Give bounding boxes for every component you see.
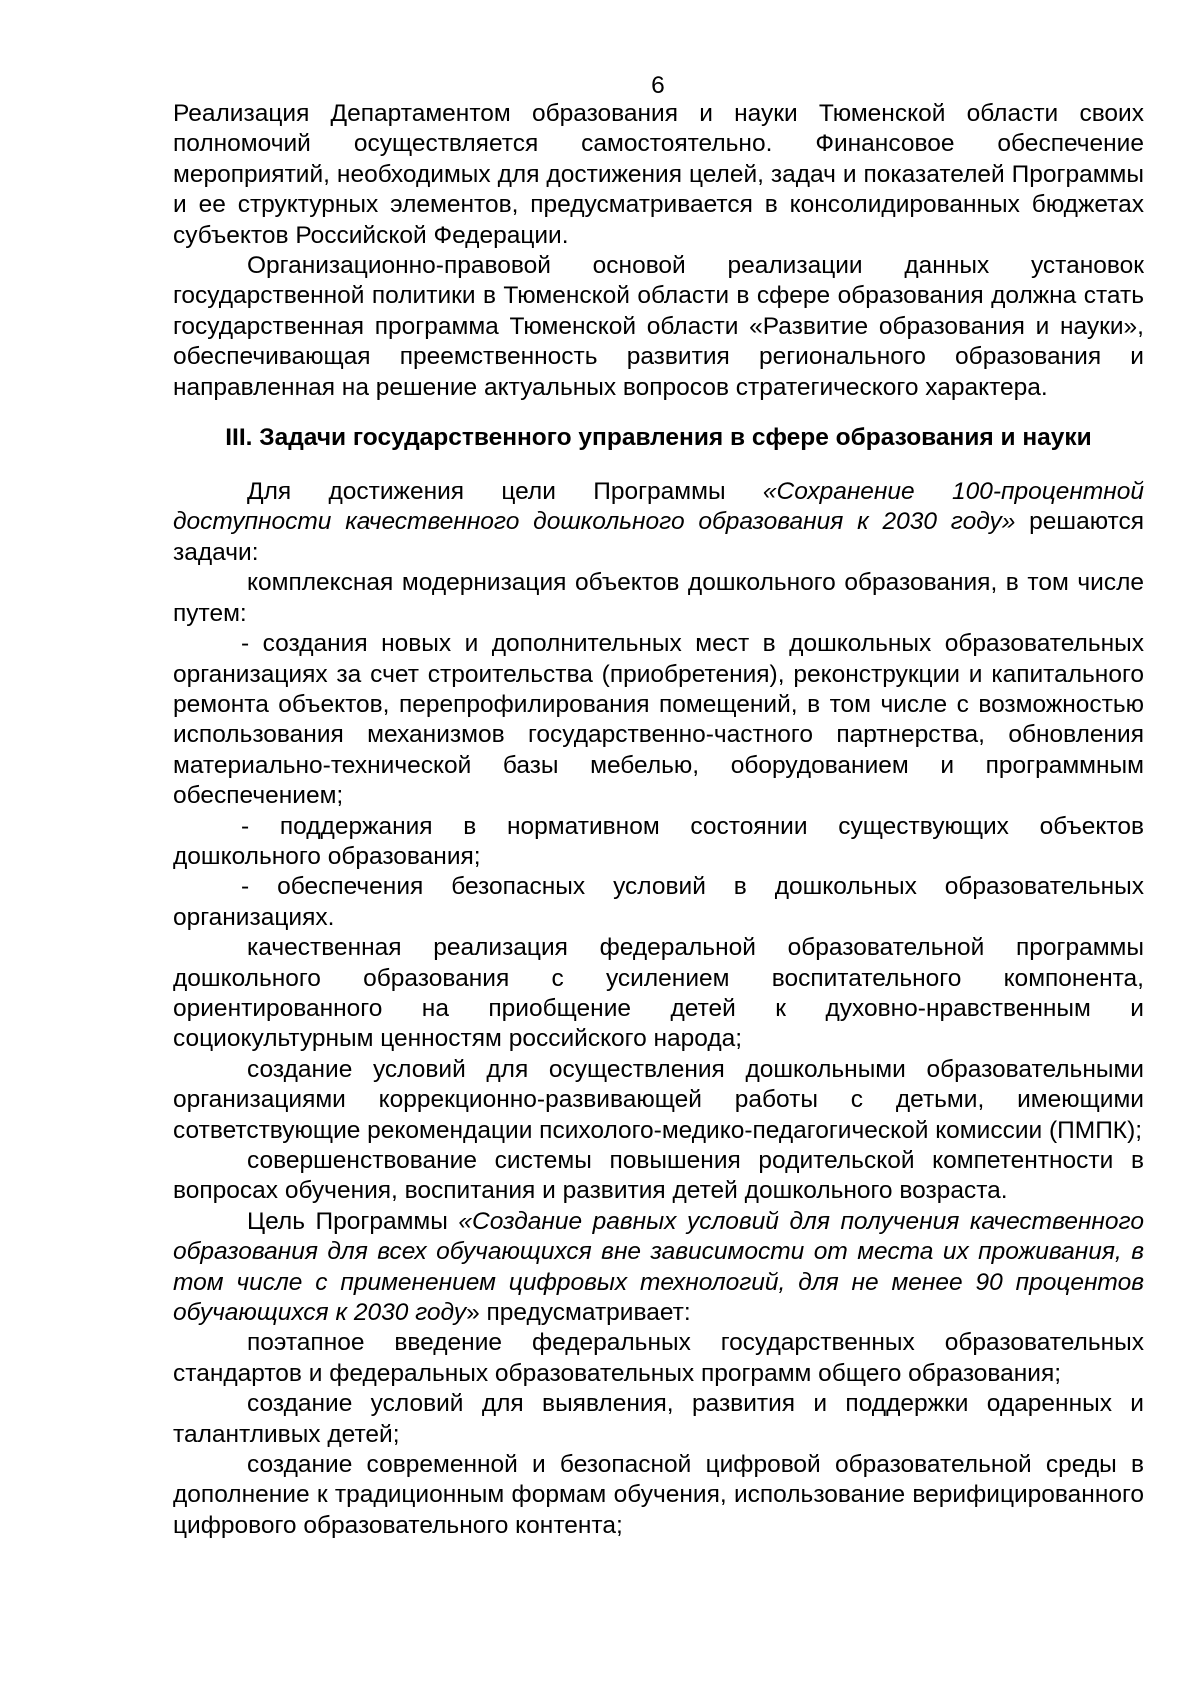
task-item: создание условий для выявления, развития и поддержки одаренных и талантливых детей; (173, 1390, 1144, 1448)
task-subitem: - поддержания в нормативном состоянии существующих объектов дошкольного образования; (173, 812, 1144, 870)
goal-1-tail: решаются задачи: (173, 508, 1144, 566)
paragraph-goal-2 (173, 1207, 1144, 1329)
goal-2-title: «Создание равных условий для получения качественного образования для всех обучающихся вне зависимости от места их проживания, в том числе с применением цифровых технологий, для не менее 90 процентов обучающихся к 2030 году (173, 1207, 1144, 1327)
task-item: комплексная модернизация объектов дошкольного образования, в том числе путем: (173, 569, 1144, 627)
task-item: совершенствование системы повышения родительской компетентности в вопросах обучения, воспитания и развития детей дошкольного возраста. (173, 1147, 1144, 1205)
page-number: 6 (651, 72, 665, 99)
task-item: поэтапное введение федеральных государственных образовательных стандартов и федеральных образовательных программ общего образования; (173, 1329, 1144, 1387)
goal-1-title: «Сохранение 100-процентной доступности качественного дошкольного образования к 2030 году» (173, 478, 1145, 536)
task-item: качественная реализация федеральной образовательной программы дошкольного образования с усилением воспитательного компонента, ориентированного на приобщение детей к духовно-нравственным и социокультурным ценностям российского народа; (173, 934, 1144, 1053)
goal-2-lead: Цель Программы (247, 1207, 459, 1235)
section-heading: III. Задачи государственного управления в сфере образования и науки (225, 424, 1092, 452)
goal-2-tail: » предусматривает: (466, 1299, 691, 1327)
paragraph-implementation: Реализация Департаментом образования и науки Тюменской области своих полномочий осуществляется самостоятельно. Финансовое обеспечение мероприятий, необходимых для достижения целей, задач и показателей Программы и ее структурных элементов, предусматривается в консолидированных бюджетах субъектов Российской Федерации. (173, 100, 1144, 249)
paragraph-legal-basis: Организационно-правовой основой реализации данных установок государственной политики в Тюменской области в сфере образования должна стать государственная программа Тюменской области «Развитие образования и науки», обеспечивающая преемственность развития регионального образования и направленная на решение актуальных вопросов стратегического характера. (173, 252, 1144, 401)
paragraph-goal-1 (173, 477, 1144, 568)
task-subitem: - обеспечения безопасных условий в дошкольных образовательных организациях. (173, 873, 1144, 931)
task-item: создание условий для осуществления дошкольными образовательными организациями коррекционно-развивающей работы с детьми, имеющими сответствующие рекомендации психолого-медико-педагогической комиссии (ПМПК); (173, 1055, 1144, 1144)
task-item: создание современной и безопасной цифровой образовательной среды в дополнение к традиционным формам обучения, использование верифицированного цифрового образовательного контента; (173, 1451, 1144, 1539)
goal-1-lead: Для достижения цели Программы (247, 478, 763, 506)
document-body (173, 99, 1144, 1541)
task-subitem: - создания новых и дополнительных мест в дошкольных образовательных организациях за счет строительства (приобретения), реконструкции и капитального ремонта объектов, перепрофилирования помещений, в том числе с возможностью использования механизмов государственно-частного партнерства, обновления материально-технической базы мебелью, оборудованием и программным обеспечением; (173, 630, 1144, 810)
